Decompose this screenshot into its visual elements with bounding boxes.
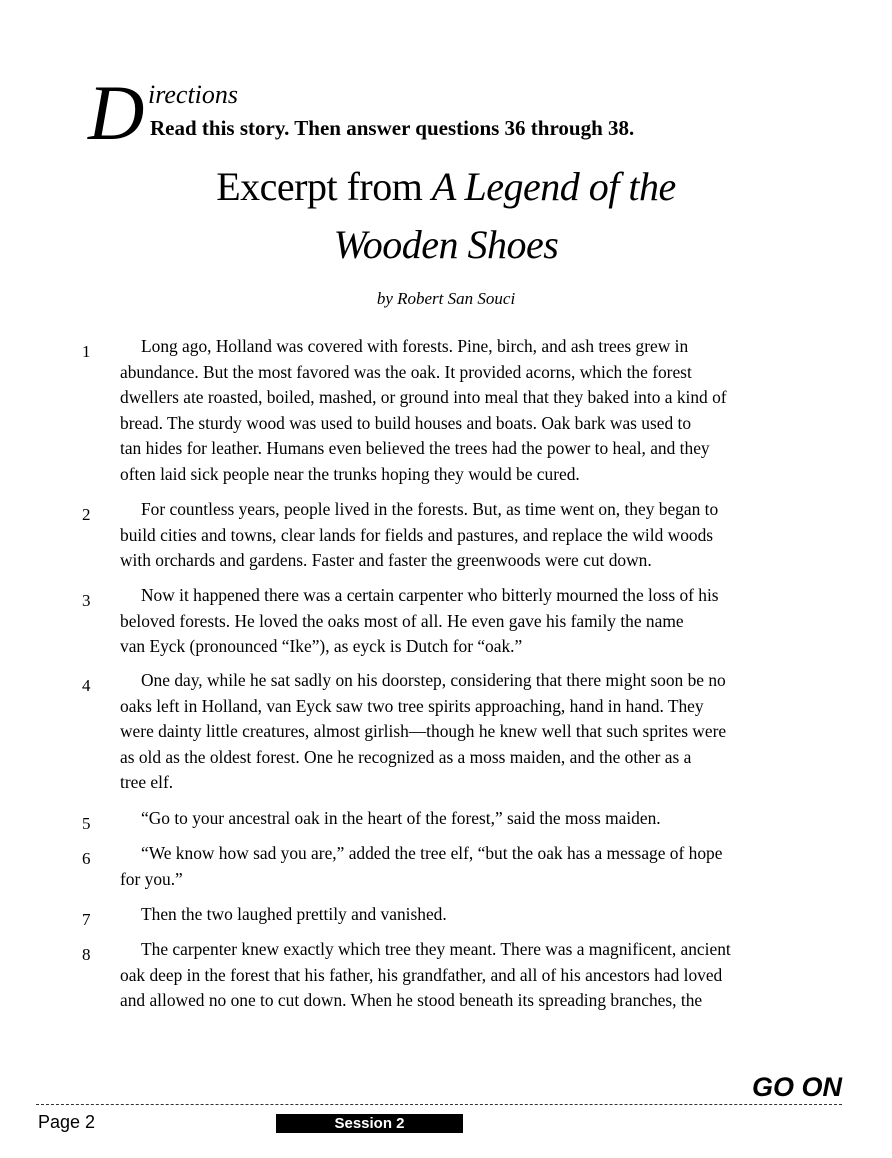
- paragraph-text: [120, 334, 780, 488]
- text-line: were dainty little creatures, almost girlish—though he knew well that such sprites were: [120, 721, 727, 742]
- text-line: oak deep in the forest that his father, his grandfather, and all of his ancestors had loved: [120, 964, 723, 985]
- paragraph-text: [120, 583, 780, 660]
- go-on-label: GO ON: [751, 1072, 842, 1102]
- paragraph-number: 6: [82, 849, 91, 868]
- text-line: For countless years, people lived in the forests. But, as time went on, they began to: [141, 499, 719, 519]
- text-line: beloved forests. He loved the oaks most of all. He even gave his family the name: [120, 610, 684, 631]
- text-line: and allowed no one to cut down. When he stood beneath its spreading branches, the: [120, 990, 703, 1011]
- paragraph-text: [120, 902, 780, 928]
- text-line: bread. The sturdy wood was used to build houses and boats. Oak bark was used to: [120, 412, 692, 433]
- paragraph-number: 2: [82, 505, 91, 524]
- text-line: Then the two laughed prettily and vanished.: [141, 904, 447, 924]
- paragraph-text: [120, 497, 780, 574]
- text-line: tree elf.: [120, 772, 174, 793]
- directions-text: Read this story. Then answer questions 36 through 38.: [150, 116, 635, 140]
- text-line: Long ago, Holland was covered with forests. Pine, birch, and ash trees grew in: [141, 336, 689, 356]
- session-label: Session 2: [276, 1114, 463, 1133]
- text-line: for you.”: [120, 868, 183, 889]
- paragraph-number: 7: [82, 910, 91, 929]
- text-line: dwellers ate roasted, boiled, mashed, or ground into meal that they baked into a kind of: [120, 387, 727, 408]
- paragraph-text: [120, 806, 780, 832]
- text-line: One day, while he sat sadly on his doorstep, considering that there might soon be no: [141, 670, 726, 690]
- paragraph-number: 1: [82, 342, 91, 361]
- text-line: build cities and towns, clear lands for fields and pastures, and replace the wild woods: [120, 524, 714, 545]
- text-line: abundance. But the most favored was the oak. It provided acorns, which the forest: [120, 361, 692, 382]
- title-prefix: Excerpt from: [216, 164, 432, 209]
- paragraph-text: [120, 937, 780, 1014]
- text-line: “Go to your ancestral oak in the heart of the forest,” said the moss maiden.: [141, 808, 661, 828]
- text-line: oaks left in Holland, van Eyck saw two tree spirits approaching, hand in hand. They: [120, 695, 704, 716]
- story-title: [0, 158, 892, 274]
- paragraph-text: [120, 841, 780, 892]
- title-italic-line2: Wooden Shoes: [333, 222, 559, 267]
- paragraph-text: [120, 668, 780, 796]
- paragraph-number: 4: [82, 676, 91, 695]
- text-line: The carpenter knew exactly which tree they meant. There was a magnificent, ancient: [141, 939, 731, 959]
- paragraph-number: 3: [82, 591, 91, 610]
- text-line: as old as the oldest forest. One he recognized as a moss maiden, and the other as a: [120, 746, 692, 767]
- paragraph-number: 5: [82, 814, 91, 833]
- byline: by Robert San Souci: [376, 289, 516, 308]
- text-line: Now it happened there was a certain carpenter who bitterly mourned the loss of his: [141, 585, 719, 605]
- text-line: often laid sick people near the trunks hoping they would be cured.: [120, 463, 580, 484]
- footer-divider: [36, 1104, 842, 1105]
- page-number: Page 2: [38, 1112, 96, 1132]
- text-line: tan hides for leather. Humans even believed the trees had the power to heal, and they: [120, 438, 710, 459]
- text-line: van Eyck (pronounced “Ike”), as eyck is Dutch for “oak.”: [120, 636, 523, 657]
- text-line: “We know how sad you are,” added the tree elf, “but the oak has a message of hope: [141, 843, 723, 863]
- directions-label: irections: [148, 80, 239, 109]
- text-line: with orchards and gardens. Faster and faster the greenwoods were cut down.: [120, 550, 652, 571]
- paragraph-number: 8: [82, 945, 91, 964]
- title-italic-line1: A Legend of the: [431, 164, 676, 209]
- directions-drop-cap: D: [88, 69, 145, 156]
